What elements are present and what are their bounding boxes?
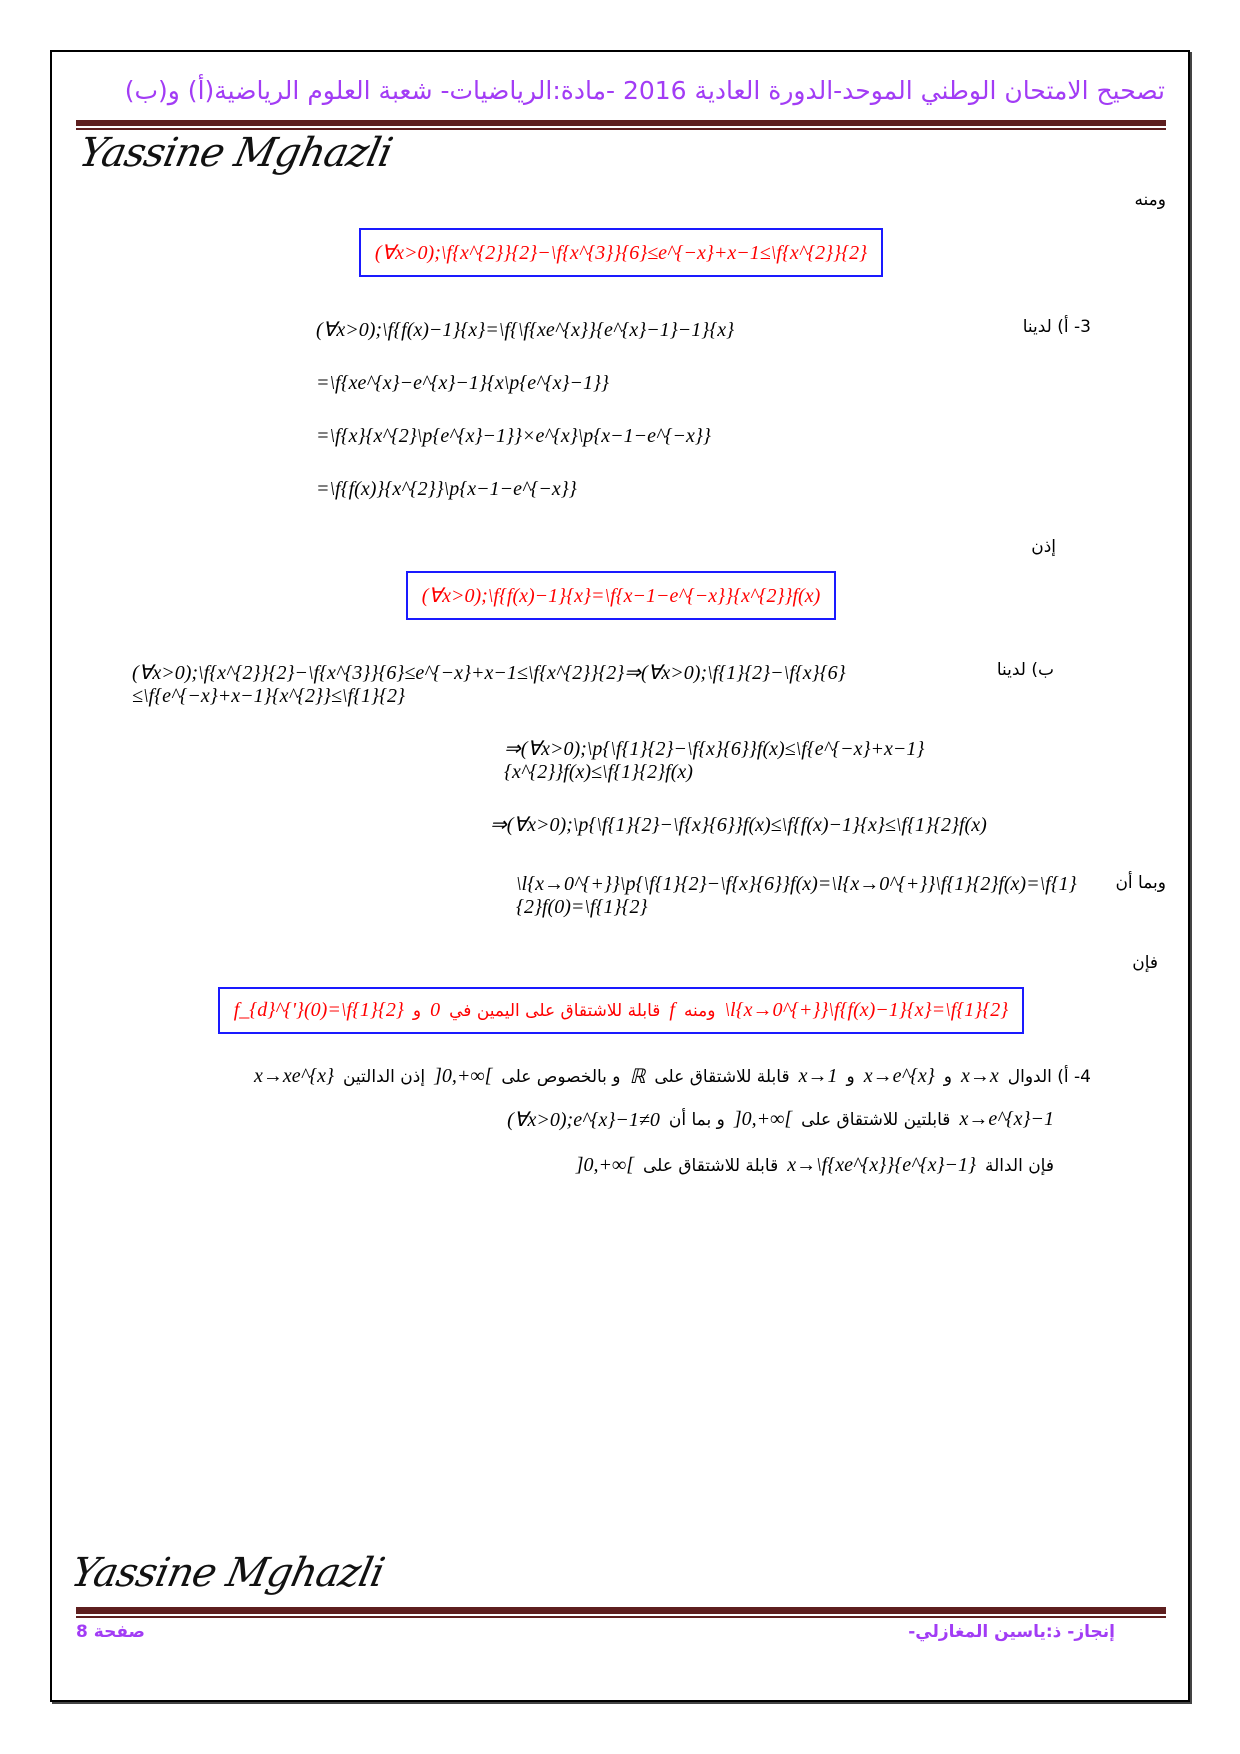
question-3a-label: 3- أ) لدينا (1022, 317, 1091, 337)
inline-formula: x→e^{x}−1 (959, 1108, 1054, 1130)
since-label: وبما أن (1115, 873, 1166, 893)
right-derivative-statement (234, 999, 1009, 1022)
question-4a-line-2 (76, 1107, 1054, 1132)
arabic-text: فإن الدالة (984, 1155, 1054, 1176)
question-3a-row (76, 317, 1091, 342)
derivation-line-4: =\f{f(x)}{x^{2}}\p{x−1−e^{−x}} (316, 478, 577, 500)
limit-line: \l{x→0^{+}}\p{\f{1}{2}−\f{x}{6}}f(x)=\l{x→0^{+}}\f{1}{2}f(x)=\f{1}{2}f(0)=\f{1}{2} (516, 873, 1077, 918)
bound-line-3: ⇒(∀x>0);\p{\f{1}{2}−\f{x}{6}}f(x)≤\f{f(x)−1}{x}≤\f{1}{2}f(x) (490, 814, 987, 836)
inline-formula: ]0,+∞[ (733, 1108, 793, 1130)
inline-formula: x→x (960, 1065, 999, 1087)
arabic-text: قابلة للاشتقاق على اليمين في (449, 1000, 661, 1021)
header-divider (76, 120, 1166, 126)
formula-inequality: (∀x>0);\f{x^{2}}{2}−\f{x^{3}}{6}≤e^{−x}+x−1≤\f{x^{2}}{2} (374, 242, 868, 264)
derivation-line-1: (∀x>0);\f{f(x)−1}{x}=\f{\f{xe^{x}}{e^{x}−1}−1}{x} (316, 319, 735, 341)
arabic-text: قابلتين للاشتقاق على (801, 1109, 951, 1130)
inline-formula: x→e^{x} (863, 1065, 935, 1087)
bound-line-1: (∀x>0);\f{x^{2}}{2}−\f{x^{3}}{6}≤e^{−x}+x−1≤\f{x^{2}}{2}⇒(∀x>0);\f{1}{2}−\f{x}{6}≤\f{e^{−x}+x−1}{x^{2}}≤\f{1}{2} (132, 662, 846, 707)
question-3b-row (76, 660, 1054, 708)
question-4a-line-1 (116, 1064, 1091, 1089)
arabic-text: 4- أ) الدوال (1007, 1066, 1091, 1087)
arabic-text: و (943, 1066, 952, 1087)
inline-formula: x→xe^{x} (254, 1065, 334, 1087)
result-box-difference-quotient (406, 571, 837, 620)
question-4a-line-3 (76, 1154, 1054, 1177)
footer-divider-thin (76, 1616, 1166, 1618)
bound-line-2: ⇒(∀x>0);\p{\f{1}{2}−\f{x}{6}}f(x)≤\f{e^{−x}+x−1}{x^{2}}f(x)≤\f{1}{2}f(x) (504, 738, 925, 783)
limit-formula: \l{x→0^{+}}\f{f(x)−1}{x}=\f{1}{2} (724, 999, 1009, 1021)
page-header-title: تصحيح الامتحان الوطني الموحد-الدورة العادية 2016 -مادة:الرياضيات- شعبة العلوم الرياضية(أ) و(ب) (124, 76, 1165, 105)
then-label: فإن (1132, 953, 1158, 973)
arabic-text: و بالخصوص على (501, 1066, 621, 1087)
footer-divider (76, 1607, 1166, 1614)
arabic-text: و (846, 1066, 855, 1087)
arabic-text: و (412, 1000, 422, 1021)
inline-formula: ]0,+∞[ (575, 1154, 635, 1176)
derivation-line-3: =\f{x}{x^{2}\p{e^{x}−1}}×e^{x}\p{x−1−e^{−x}} (316, 425, 711, 447)
page-number: صفحة 8 (76, 1622, 145, 1642)
function-name: f (669, 999, 675, 1021)
formula-difference-quotient: (∀x>0);\f{f(x)−1}{x}=\f{x−1−e^{−x}}{x^{2}}f(x) (421, 585, 821, 607)
derivation-line-2: =\f{xe^{x}−e^{x}−1}{x\p{e^{x}−1}} (316, 372, 609, 394)
conclusion-label: إذن (1031, 537, 1056, 557)
arabic-text: قابلة للاشتقاق على (643, 1155, 779, 1176)
inline-formula: (∀x>0);e^{x}−1≠0 (507, 1109, 660, 1131)
footer-author: إنجاز- ذ:ياسين المغازلي- (908, 1622, 1115, 1642)
since-row (76, 873, 1166, 919)
signature-top: Yassine Mghazli (75, 130, 396, 176)
arabic-text: إذن الدالتين (342, 1066, 426, 1087)
right-derivative-formula: f_{d}^{'}(0)=\f{1}{2} (233, 999, 404, 1021)
inline-formula: ℝ (629, 1066, 646, 1088)
inline-formula: x→\f{xe^{x}}{e^{x}−1} (787, 1154, 976, 1176)
page-body (76, 180, 1166, 1177)
intro-text: ومنه (1134, 190, 1166, 210)
question-3b-label: ب) لدينا (996, 660, 1054, 680)
signature-bottom: Yassine Mghazli (67, 1550, 388, 1596)
point-value: 0 (430, 999, 441, 1021)
inline-formula: ]0,+∞[ (434, 1065, 493, 1087)
arabic-text: قابلة للاشتقاق على (654, 1066, 790, 1087)
result-box-right-derivative (218, 987, 1025, 1034)
arabic-text: و بما أن (668, 1109, 725, 1130)
result-box-inequality (359, 228, 883, 277)
arabic-text: ومنه (683, 1000, 716, 1021)
inline-formula: x→1 (798, 1065, 838, 1087)
